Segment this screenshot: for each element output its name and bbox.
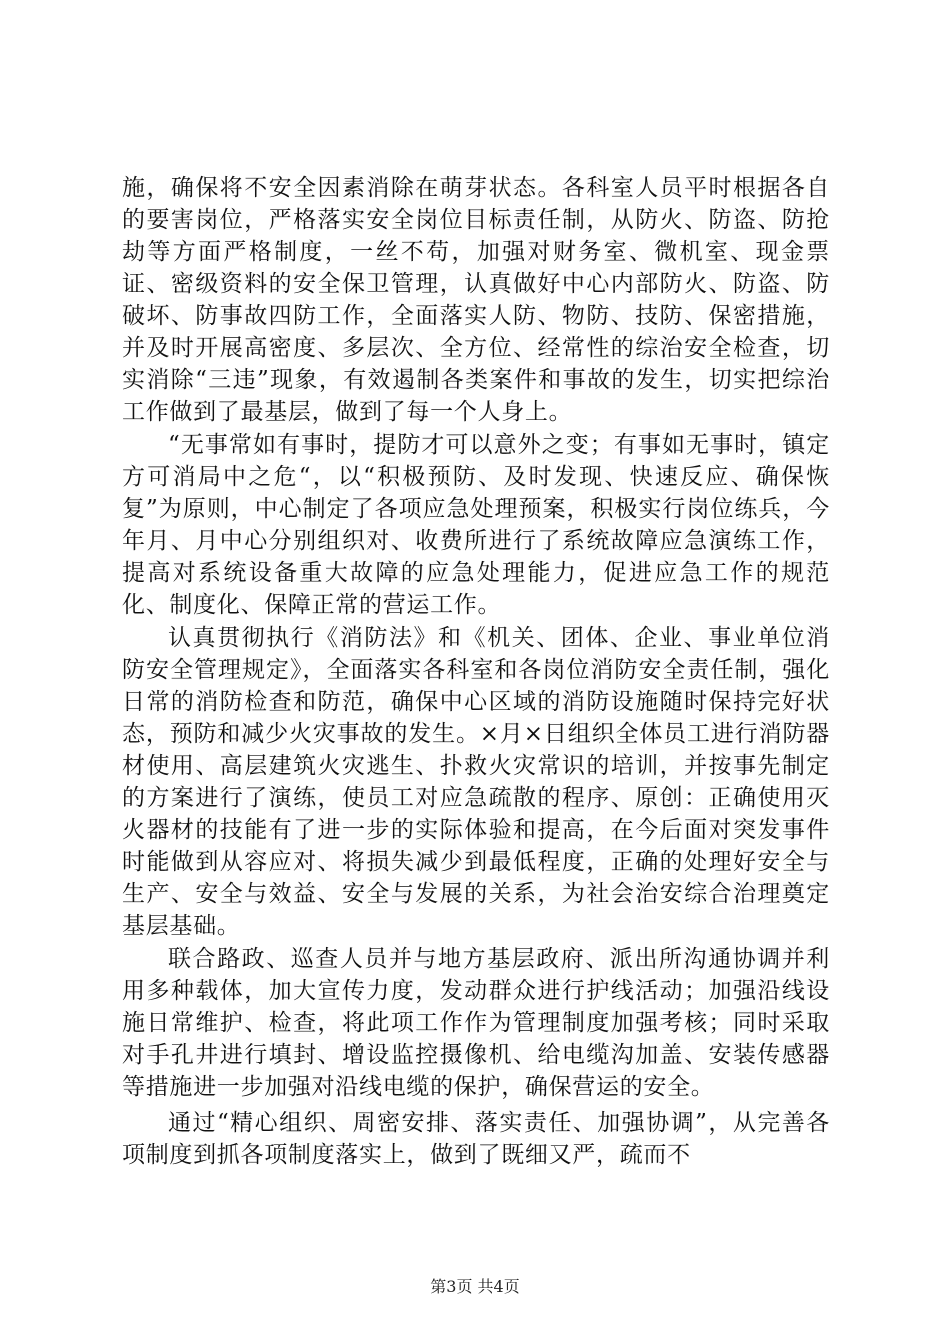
paragraph-emergency-plans: “无事常如有事时，提防才可以意外之变；有事如无事时，镇定方可消局中之危“，以“积极预防、及时发现、快速反应、确保恢复”为原则，中心制定了各项应急处理预案，积极实行岗位练兵，今年月、月中心分别组织对、收费所进行了系统故障应急演练工作，提高对系统设备重大故障的应急处理能力，促进应急工作的规范化、制度化、保障正常的营运工作。: [122, 432, 830, 618]
page-footer: 第3页 共4页: [430, 1277, 520, 1296]
document-body: [122, 172, 830, 1171]
paragraph-line-protection: 联合路政、巡查人员并与地方基层政府、派出所沟通协调并利用多种载体，加大宣传力度，发动群众进行护线活动；加强沿线设施日常维护、检查，将此项工作作为管理制度加强考核；同时采取对手孔井进行填封、增设监控摄像机、给电缆沟加盖、安装传感器等措施进一步加强对沿线电缆的保护，确保营运的安全。: [122, 946, 830, 1100]
paragraph-summary: 通过“精心组织、周密安排、落实责任、加强协调”，从完善各项制度到抓各项制度落实上，做到了既细又严，疏而不: [122, 1110, 830, 1168]
paragraph-security-measures: 施，确保将不安全因素消除在萌芽状态。各科室人员平时根据各自的要害岗位，严格落实安全岗位目标责任制，从防火、防盗、防抢劫等方面严格制度，一丝不苟，加强对财务室、微机室、现金票证、密级资料的安全保卫管理，认真做好中心内部防火、防盗、防破坏、防事故四防工作，全面落实人防、物防、技防、保密措施，并及时开展高密度、多层次、全方位、经常性的综治安全检查，切实消除“三违”现象，有效遏制各类案件和事故的发生，切实把综治工作做到了最基层，做到了每一个人身上。: [122, 175, 830, 425]
paragraph-fire-safety: 认真贯彻执行《消防法》和《机关、团体、企业、事业单位消防安全管理规定》，全面落实各科室和各岗位消防安全责任制，强化日常的消防检查和防范，确保中心区域的消防设施随时保持完好状态，预防和减少火灾事故的发生。×月×日组织全体员工进行消防器材使用、高层建筑火灾逃生、扑救火灾常识的培训，并按事先制定的方案进行了演练，使员工对应急疏散的程序、原创：正确使用灭火器材的技能有了进一步的实际体验和提高，在今后面对突发事件时能做到从容应对、将损失减少到最低程度，正确的处理好安全与生产、安全与效益、安全与发展的关系，为社会治安综合治理奠定基层基础。: [122, 625, 830, 939]
